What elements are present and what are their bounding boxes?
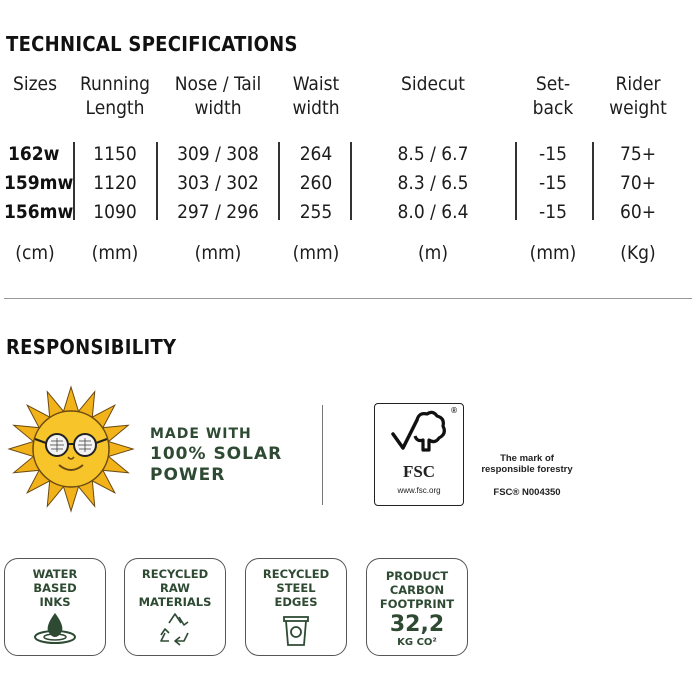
header-waist-width: Waist width bbox=[292, 73, 340, 119]
column-divider bbox=[515, 142, 517, 220]
row-length: 1120 bbox=[93, 172, 137, 194]
row-nose-tail: 297 / 296 bbox=[177, 201, 259, 223]
row-setback: -15 bbox=[539, 143, 567, 165]
row-sidecut: 8.3 / 6.5 bbox=[397, 172, 469, 194]
fsc-logo bbox=[374, 403, 464, 506]
specs-title: TECHNICAL SPECIFICATIONS bbox=[6, 32, 298, 56]
sun-icon bbox=[4, 385, 138, 515]
row-length: 1090 bbox=[93, 201, 137, 223]
water-drop-icon bbox=[31, 611, 79, 645]
row-nose-tail: 303 / 302 bbox=[177, 172, 259, 194]
unit-label: (m) bbox=[418, 242, 448, 264]
row-sidecut: 8.0 / 6.4 bbox=[397, 201, 469, 223]
row-setback: -15 bbox=[539, 201, 567, 223]
row-setback: -15 bbox=[539, 172, 567, 194]
row-length: 1150 bbox=[93, 143, 137, 165]
fsc-license: FSC® N004350 bbox=[493, 487, 561, 498]
fsc-tree-check-icon bbox=[389, 410, 449, 456]
solar-text-line1: MADE WITH bbox=[150, 426, 252, 442]
column-divider bbox=[592, 142, 594, 220]
row-nose-tail: 309 / 308 bbox=[177, 143, 259, 165]
badge-label: RECYCLED RAW MATERIALS bbox=[138, 567, 212, 609]
row-waist: 260 bbox=[299, 172, 333, 194]
row-waist: 255 bbox=[299, 201, 333, 223]
solar-text-line2: 100% SOLAR bbox=[150, 444, 283, 464]
row-weight: 70+ bbox=[619, 172, 657, 194]
badge-recycled-steel-edges bbox=[245, 558, 347, 656]
unit-label: (mm) bbox=[529, 242, 577, 264]
header-sizes: Sizes bbox=[12, 73, 57, 95]
section-divider bbox=[4, 298, 692, 299]
header-sidecut: Sidecut bbox=[401, 73, 465, 95]
recycle-bin-icon bbox=[278, 611, 314, 649]
badge-carbon-footprint bbox=[366, 558, 468, 656]
row-size: 156mw bbox=[4, 201, 74, 223]
unit-label: (mm) bbox=[91, 242, 139, 264]
row-weight: 60+ bbox=[619, 201, 657, 223]
row-weight: 75+ bbox=[619, 143, 657, 165]
carbon-unit: KG CO² bbox=[397, 637, 437, 648]
row-waist: 264 bbox=[299, 143, 333, 165]
row-sidecut: 8.5 / 6.7 bbox=[397, 143, 469, 165]
fsc-mark-line2: responsible forestry bbox=[481, 464, 573, 475]
fsc-logo-text: FSC bbox=[402, 462, 436, 481]
row-size: 159mw bbox=[4, 172, 74, 194]
unit-label: (Kg) bbox=[620, 242, 656, 264]
fsc-url: www.fsc.org bbox=[397, 486, 441, 495]
fsc-mark-line1: The mark of bbox=[500, 453, 554, 464]
header-running-length: Running Length bbox=[80, 73, 150, 119]
carbon-value: 32,2 bbox=[389, 612, 445, 637]
badge-recycled-raw-materials bbox=[124, 558, 226, 656]
badge-label: RECYCLED STEEL EDGES bbox=[262, 567, 330, 609]
unit-label: (mm) bbox=[194, 242, 242, 264]
header-setback: Set- back bbox=[532, 73, 574, 119]
unit-label: (cm) bbox=[15, 242, 55, 264]
badge-label: WATER BASED INKS bbox=[32, 567, 78, 609]
badge-label: PRODUCT CARBON FOOTPRINT bbox=[379, 569, 455, 611]
solar-text-line3: POWER bbox=[150, 465, 226, 485]
badge-water-based-inks bbox=[4, 558, 106, 656]
fsc-registered-mark: ® bbox=[451, 406, 457, 415]
unit-label: (mm) bbox=[292, 242, 340, 264]
responsibility-divider bbox=[322, 405, 323, 505]
header-nose-tail-width: Nose / Tail width bbox=[174, 73, 262, 119]
responsibility-title: RESPONSIBILITY bbox=[6, 335, 177, 359]
header-rider-weight: Rider weight bbox=[609, 73, 667, 119]
recycle-icon bbox=[155, 611, 195, 647]
row-size: 162w bbox=[8, 143, 60, 165]
